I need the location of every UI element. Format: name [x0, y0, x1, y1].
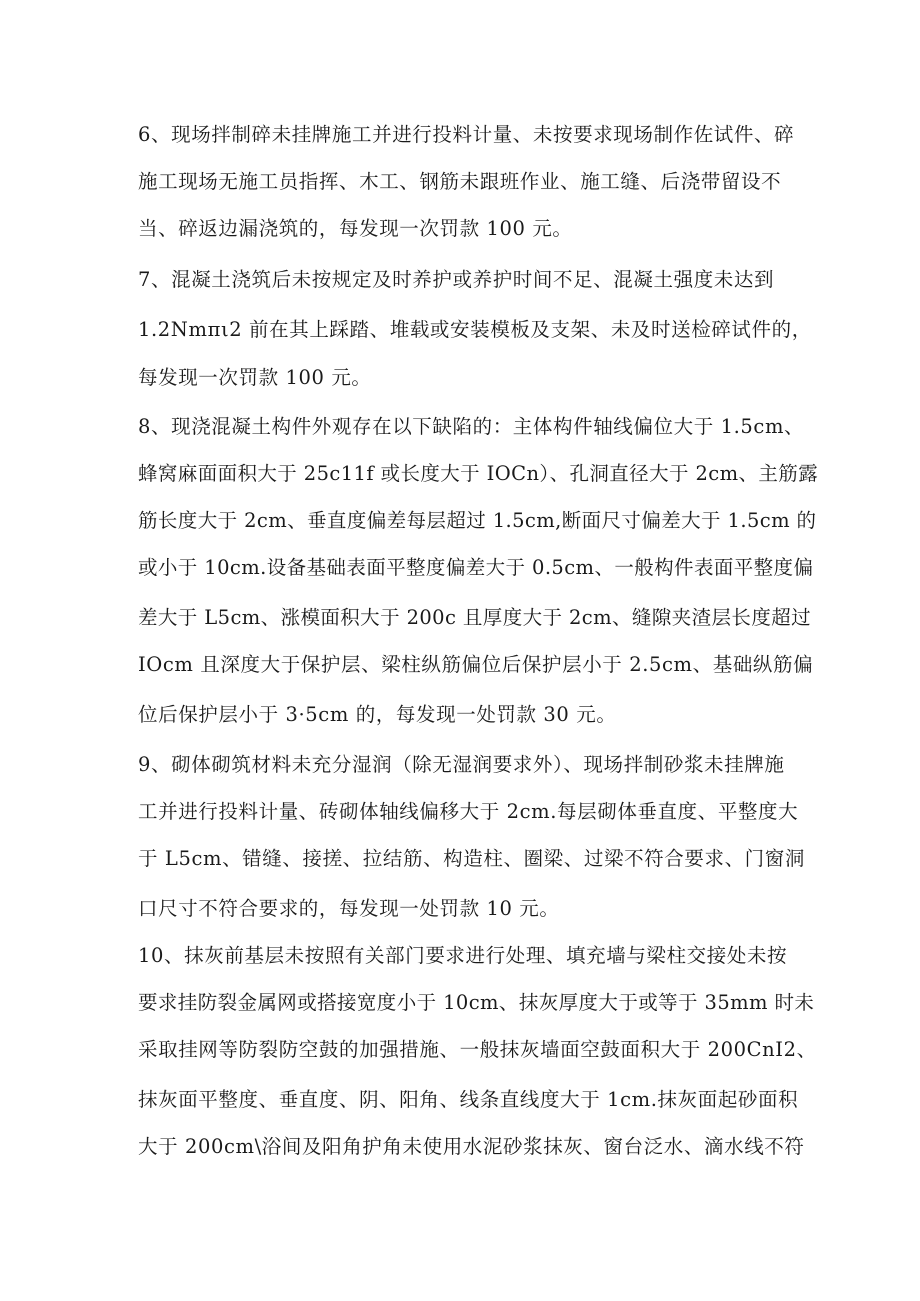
text-line: 1.2Nmπι2 前在其上踩踏、堆载或安装模板及支架、未及时送检碎试件的， [138, 318, 812, 341]
text-line: 9、砌体砌筑材料未充分湿润（除无湿润要求外）、现场拌制砂浆未挂牌施 [138, 753, 785, 776]
text-line: IOcm 且深度大于保护层、梁柱纵筋偏位后保护层小于 2.5cm、基础纵筋偏 [138, 653, 814, 676]
text-line: 位后保护层小于 3·5cm 的，每发现一处罚款 30 元。 [138, 703, 617, 726]
text-line: 8、现浇混凝土构件外观存在以下缺陷的：主体构件轴线偏位大于 1.5cm、 [138, 415, 805, 438]
text-line: 差大于 L5cm、涨模面积大于 200c 且厚度大于 2cm、缝隙夹渣层长度超过 [138, 606, 812, 629]
text-line: 或小于 10cm.设备基础表面平整度偏差大于 0.5cm、一般构件表面平整度偏 [138, 556, 814, 579]
text-line: 7、混凝土浇筑后未按规定及时养护或养护时间不足、混凝土强度未达到 [138, 268, 775, 291]
text-line: 口尺寸不符合要求的，每发现一处罚款 10 元。 [138, 897, 560, 920]
text-line: 工并进行投料计量、砖砌体轴线偏移大于 2cm.每层砌体垂直度、平整度大 [138, 800, 799, 823]
text-line: 采取挂网等防裂防空鼓的加强措施、一般抹灰墙面空鼓面积大于 200CnI2、 [138, 1038, 817, 1061]
text-line: 抹灰面平整度、垂直度、阴、阳角、线条直线度大于 1cm.抹灰面起砂面积 [138, 1088, 799, 1111]
text-line: 筋长度大于 2cm、垂直度偏差每层超过 1.5cm,断面尺寸偏差大于 1.5cm 的 [138, 509, 817, 532]
text-line: 每发现一次罚款 100 元。 [138, 366, 372, 389]
text-line: 施工现场无施工员指挥、木工、钢筋未跟班作业、施工缝、后浇带留设不 [138, 170, 782, 193]
text-line: 6、现场拌制碎未挂牌施工并进行投料计量、未按要求现场制作佐试件、碎 [138, 123, 795, 146]
text-line: 当、碎返边漏浇筑的，每发现一次罚款 100 元。 [138, 217, 573, 240]
text-line: 大于 200cm\浴间及阳角护角未使用水泥砂浆抹灰、窗台泛水、滴水线不符 [138, 1135, 805, 1158]
text-line: 蜂窝麻面面积大于 25c11f 或长度大于 IOCn）、孔洞直径大于 2cm、主筋露 [138, 462, 819, 485]
text-line: 于 L5cm、错缝、接搓、拉结筋、构造柱、圈梁、过梁不符合要求、门窗洞 [138, 847, 805, 870]
text-line: 要求挂防裂金属网或搭接宽度小于 10cm、抹灰厚度大于或等于 35mm 时未 [138, 991, 815, 1014]
text-line: 10、抹灰前基层未按照有关部门要求进行处理、填充墙与梁柱交接处未按 [138, 944, 788, 967]
